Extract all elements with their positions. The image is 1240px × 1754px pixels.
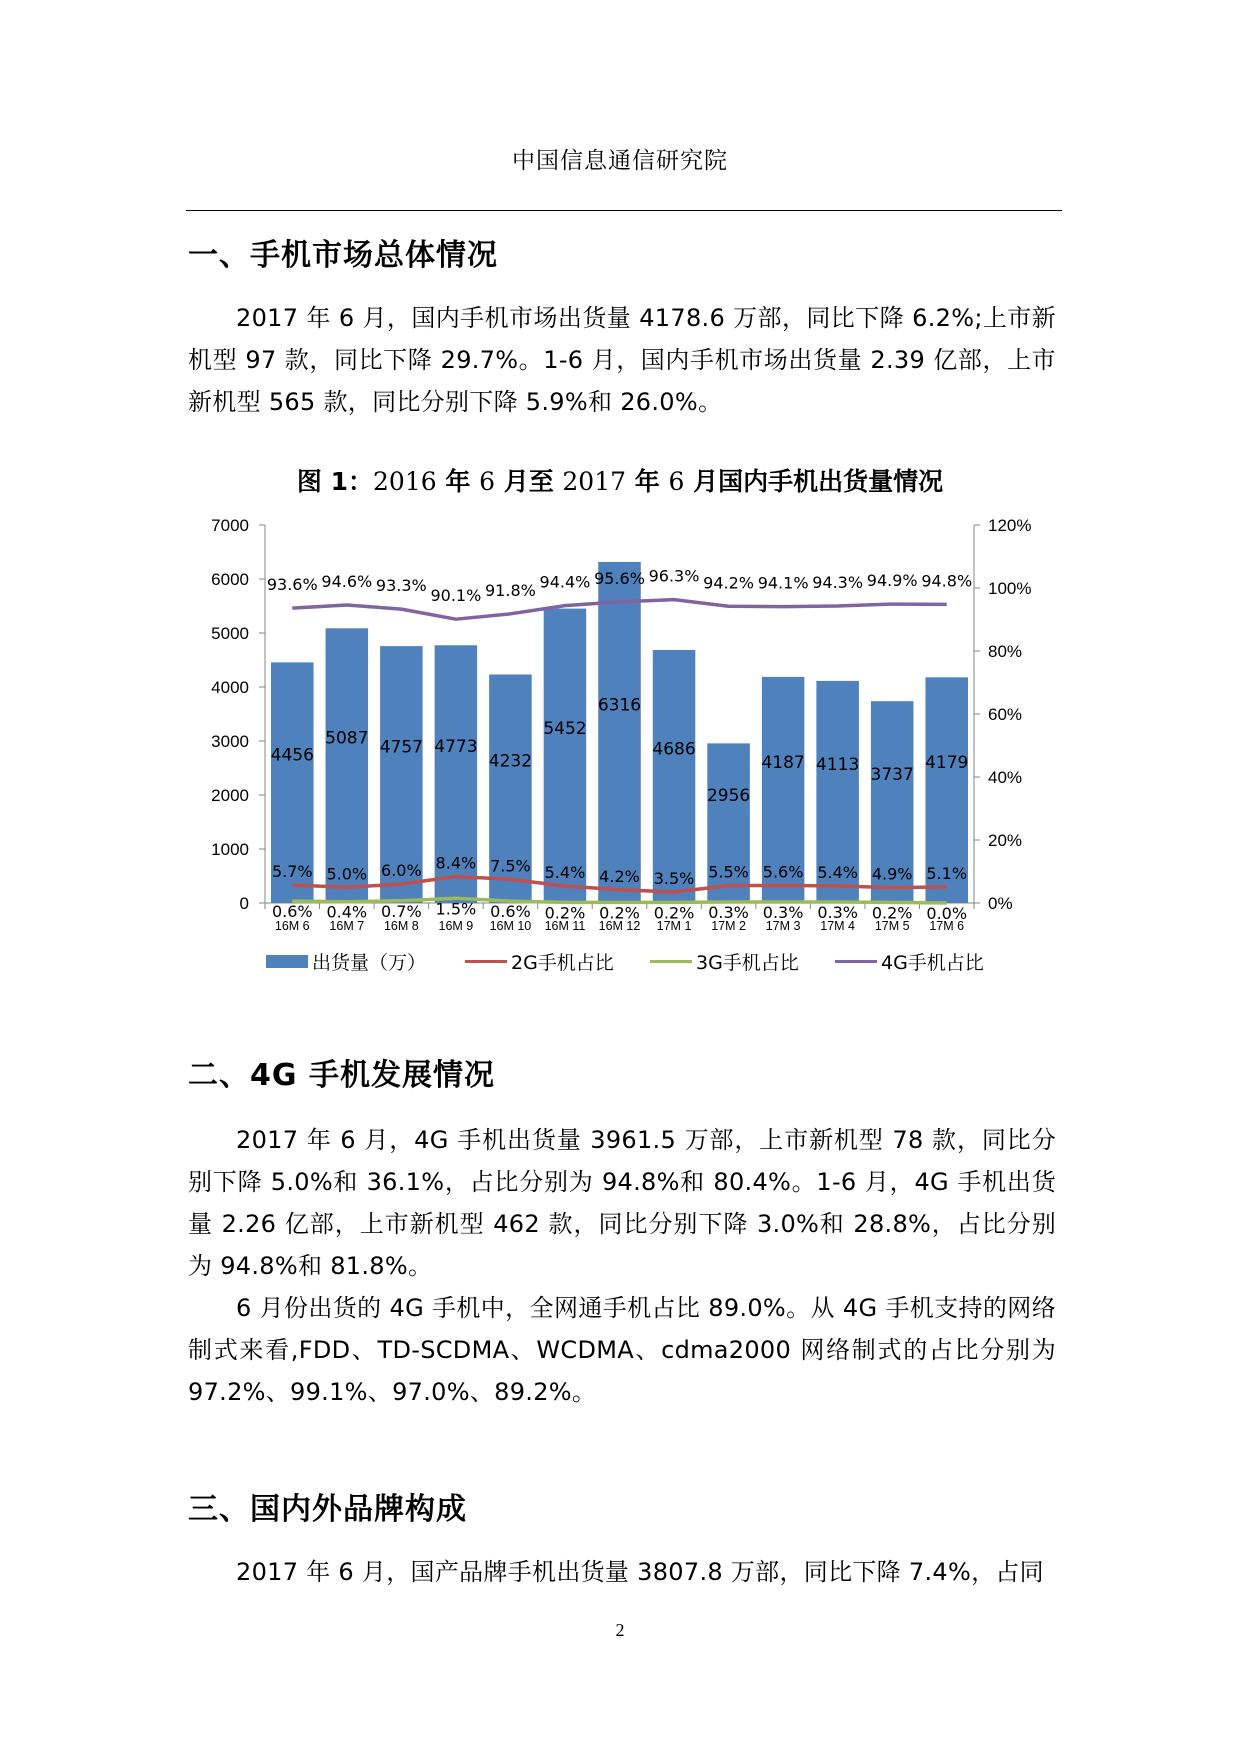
x-axis-label: 17M 4 (820, 919, 856, 933)
share-label-3g: 0.2% (544, 903, 586, 923)
share-label-3g: 0.2% (871, 903, 913, 923)
share-label-4g: 94.4% (539, 572, 591, 592)
right-axis-label: 80% (988, 642, 1023, 661)
chart-title-year-word-1: 年 (436, 467, 480, 496)
shipment-bar (544, 609, 587, 903)
share-label-2g: 5.4% (817, 862, 858, 882)
shipment-bar-label: 6316 (597, 695, 642, 716)
shipment-bar-label: 4179 (925, 753, 969, 774)
section-title-1: 一、手机市场总体情况 (188, 238, 498, 273)
share-label-2g: 4.9% (871, 864, 913, 884)
right-axis-label: 120% (988, 516, 1032, 535)
chart-title-year-end: 2017 (562, 467, 627, 496)
shipment-chart (180, 505, 1060, 945)
share-label-3g: 0.6% (271, 902, 313, 922)
x-axis-label: 16M 12 (598, 919, 641, 933)
x-axis-label: 17M 5 (874, 919, 910, 933)
legend-label-shipments: 出货量（万） (312, 952, 427, 974)
share-label-4g: 93.6% (266, 575, 318, 595)
left-axis-label: 2000 (211, 786, 249, 805)
share-label-2g: 5.6% (762, 862, 804, 882)
left-axis-label: 7000 (211, 516, 249, 535)
share-label-2g: 5.5% (708, 862, 749, 882)
share-label-2g: 7.5% (490, 856, 531, 876)
chart-title-month-start: 6 (479, 467, 495, 496)
left-axis-label: 5000 (211, 624, 249, 643)
legend-label-4g: 4G手机占比 (881, 952, 984, 974)
share-label-3g: 1.5% (435, 899, 477, 919)
chart-title-to: 月至 (494, 467, 563, 496)
shipment-bar (598, 562, 641, 903)
legend-item-shipments (266, 948, 426, 975)
legend-swatch-2g-line (465, 960, 507, 963)
share-label-2g: 4.2% (599, 866, 640, 886)
paragraph-4: 2017 年 6 月，国产品牌手机出货量 3807.8 万部，同比下降 7.4%，占同 (236, 1558, 1044, 1586)
share-label-2g: 5.7% (271, 862, 313, 882)
chart-title-year-start: 2016 (373, 467, 437, 496)
right-axis-label: 40% (988, 768, 1023, 787)
left-axis-label: 3000 (211, 732, 249, 751)
share-label-3g: 0.2% (599, 903, 640, 923)
legend-label-3g: 3G手机占比 (696, 952, 799, 974)
share-label-3g: 0.0% (926, 904, 968, 923)
left-axis-label: 4000 (211, 678, 249, 697)
share-label-3g: 0.3% (762, 903, 804, 923)
share-label-3g: 0.3% (708, 903, 749, 923)
legend-item-2g (465, 948, 614, 975)
shipment-bar-label: 4456 (270, 745, 314, 766)
page-number: 2 (615, 1620, 625, 1640)
x-axis-label: 16M 9 (438, 919, 474, 933)
share-label-3g: 0.3% (817, 903, 858, 923)
shipment-bar-label: 2956 (706, 786, 751, 807)
share-label-2g: 5.4% (544, 862, 586, 882)
paragraph-3: 6 月份出货的 4G 手机中，全网通手机占比 89.0%。从 4G 手机支持的网络制式来看,FDD、TD-SCDMA、WCDMA、cdma2000 网络制式的占比分别为 97.2%、99.1%、97.0%、89.2%。 (188, 1294, 1056, 1406)
section-title-2: 二、4G 手机发展情况 (188, 1058, 495, 1093)
right-axis-label: 20% (988, 831, 1023, 850)
x-axis-label: 16M 11 (544, 919, 586, 933)
share-label-4g: 91.8% (485, 580, 536, 600)
share-label-4g: 94.8% (921, 571, 973, 591)
share-label-4g: 94.3% (812, 572, 864, 592)
right-axis-label: 0% (988, 894, 1013, 913)
share-label-4g: 94.6% (321, 572, 373, 592)
chart-title-year-word-2: 年 (626, 467, 669, 496)
share-label-2g: 5.1% (926, 863, 968, 883)
x-axis-label: 16M 7 (329, 919, 365, 933)
shipment-bar-label: 3737 (870, 765, 914, 786)
right-axis-label: 100% (988, 579, 1032, 598)
legend-item-3g (650, 948, 799, 975)
shipment-bar (653, 650, 696, 903)
x-axis-label: 16M 6 (274, 919, 310, 933)
legend-swatch-bar (266, 955, 308, 968)
legend-label-2g: 2G手机占比 (511, 952, 614, 974)
share-label-2g: 6.0% (381, 861, 422, 881)
x-axis-label: 17M 3 (765, 919, 801, 933)
shipment-bar (326, 628, 369, 903)
share-label-2g: 3.5% (653, 868, 695, 888)
shipment-bar-label: 4232 (488, 751, 533, 772)
paragraph-1: 2017 年 6 月，国内手机市场出货量 4178.6 万部，同比下降 6.2%;上市新机型 97 款，同比下降 29.7%。1-6 月，国内手机市场出货量 2.39 亿部，上市新机型 565 款，同比分别下降 5.9%和 26.0%。 (188, 304, 1056, 416)
chart-title-prefix: 图 1： (296, 467, 374, 496)
legend-swatch-3g-line (650, 960, 692, 963)
share-label-4g: 94.2% (703, 573, 754, 593)
x-axis-label: 16M 8 (383, 919, 419, 933)
left-axis-label: 0 (239, 894, 249, 913)
x-axis-label: 16M 10 (489, 919, 532, 933)
share-label-2g: 5.0% (326, 864, 368, 884)
page-header: 中国信息通信研究院 (512, 148, 728, 174)
share-label-3g: 0.2% (653, 903, 695, 923)
chart-title-suffix: 月国内手机出货量情况 (684, 467, 944, 496)
chart-legend (260, 948, 1020, 978)
legend-item-4g (835, 948, 984, 975)
paragraph-2: 2017 年 6 月，4G 手机出货量 3961.5 万部，上市新机型 78 款，同比分别下降 5.0%和 36.1%，占比分别为 94.8%和 80.4%。1-6 月，4G 手机出货量 2.26 亿部，上市新机型 462 款，同比分别下降 3.0%和 28.8%，占比分别为 94.8%和 81.8%。 (188, 1126, 1056, 1280)
shipment-bar-label: 5452 (543, 718, 587, 739)
shipment-bar-label: 5087 (325, 728, 369, 749)
right-axis-label: 60% (988, 705, 1023, 724)
section-title-3: 三、国内外品牌构成 (188, 1492, 467, 1527)
share-label-4g: 94.9% (866, 571, 918, 591)
shipment-bar-label: 4686 (652, 739, 696, 760)
share-label-3g: 0.7% (381, 901, 422, 921)
shipment-bar-label: 4773 (434, 737, 478, 758)
share-label-4g: 95.6% (594, 568, 645, 588)
share-label-2g: 8.4% (435, 853, 477, 873)
share-label-3g: 0.4% (326, 902, 368, 922)
shipment-bar-label: 4757 (379, 737, 423, 758)
share-label-4g: 93.3% (375, 576, 427, 596)
x-axis-label: 17M 2 (711, 919, 746, 933)
legend-swatch-4g-line (835, 960, 877, 963)
share-label-3g: 0.6% (490, 902, 531, 922)
share-label-4g: 90.1% (430, 586, 482, 606)
chart-title-month-end: 6 (668, 467, 685, 496)
chart-title (0, 462, 1240, 498)
left-axis-label: 1000 (211, 840, 249, 859)
left-axis-label: 6000 (211, 570, 249, 589)
shipment-bar-label: 4113 (816, 754, 860, 775)
x-axis-label: 17M 1 (656, 919, 692, 933)
header-rule (186, 210, 1062, 211)
share-label-4g: 94.1% (757, 573, 809, 593)
shipment-bar-label: 4187 (761, 752, 805, 773)
x-axis-label: 17M 6 (929, 919, 965, 933)
share-label-4g: 96.3% (648, 566, 700, 586)
